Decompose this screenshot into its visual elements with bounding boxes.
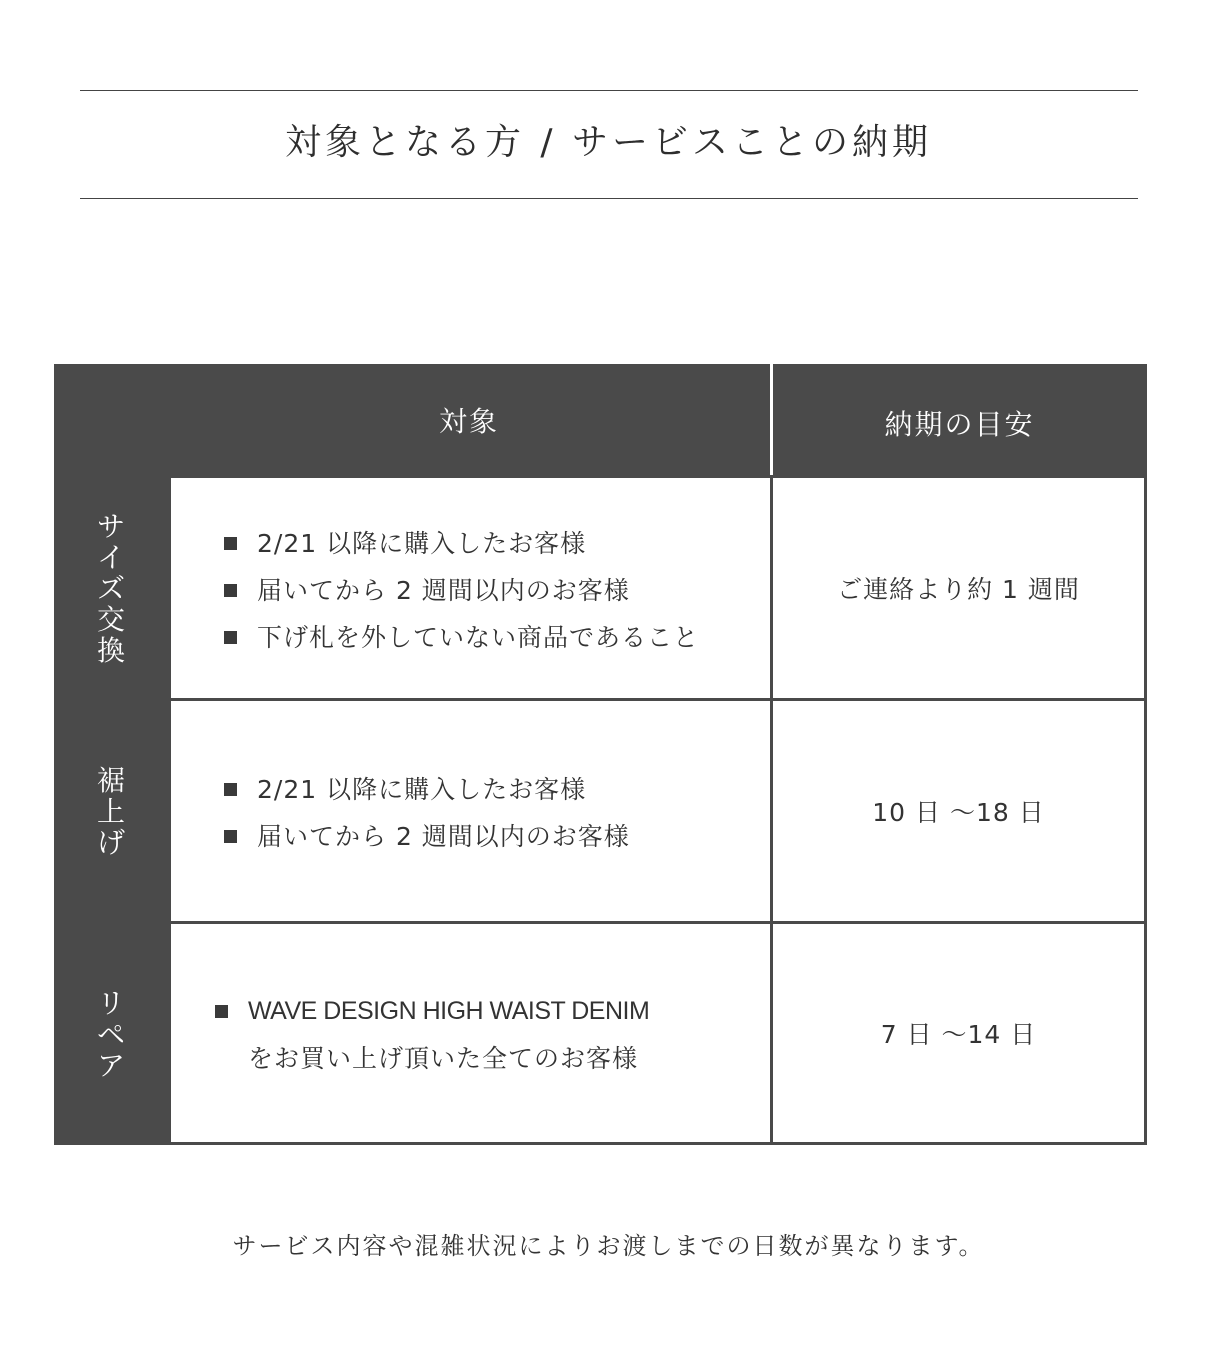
list-item-text: 下げ札を外していない商品であること xyxy=(257,623,700,652)
list-item xyxy=(224,766,630,813)
list-item xyxy=(224,520,699,567)
row-label-hemming xyxy=(54,701,168,921)
list-item xyxy=(224,813,630,860)
row-label-repair xyxy=(54,924,168,1145)
list-item xyxy=(224,567,699,614)
title-top-rule xyxy=(80,90,1138,91)
repair-target-text xyxy=(215,988,649,1082)
bullet-square-icon xyxy=(215,1005,228,1018)
header-target: 対象 xyxy=(438,404,499,438)
row-label-text: リ ペ ア xyxy=(96,987,125,1082)
page-title: 対象となる方 / サービスことの納期 xyxy=(284,122,933,163)
row-label-text: 裾 上 げ xyxy=(96,763,125,859)
bullet-square-icon xyxy=(224,537,237,550)
list-item-text: 届いてから 2 週間以内のお客様 xyxy=(257,576,630,605)
service-table xyxy=(54,364,1147,1145)
target-cell-hemming xyxy=(171,701,770,921)
delivery-cell-hemming: 10 日 ～18 日 xyxy=(773,701,1144,921)
target-list xyxy=(224,520,699,661)
delivery-cell-size-exchange: ご連絡より約 1 週間 xyxy=(773,478,1144,698)
list-item xyxy=(215,988,649,1035)
bullet-square-icon xyxy=(224,584,237,597)
bullet-square-icon xyxy=(224,783,237,796)
bullet-square-icon xyxy=(224,631,237,644)
target-cell-repair xyxy=(171,924,770,1142)
row-label-size-exchange xyxy=(54,478,168,698)
list-item-continuation: をお買い上げ頂いた全てのお客様 xyxy=(248,1044,639,1073)
list-item-text: 2/21 以降に購入したお客様 xyxy=(257,529,587,558)
list-item xyxy=(224,614,699,661)
target-cell-size-exchange xyxy=(171,478,770,698)
title-bottom-rule xyxy=(80,198,1138,199)
header-delivery: 納期の目安 xyxy=(884,407,1035,441)
target-list xyxy=(224,766,630,860)
list-item-text: 届いてから 2 週間以内のお客様 xyxy=(257,822,630,851)
list-item-text: WAVE DESIGN HIGH WAIST DENIM xyxy=(248,997,650,1025)
delivery-cell-repair: 7 日 ～14 日 xyxy=(773,924,1144,1142)
bullet-square-icon xyxy=(224,830,237,843)
footer-note: サービス内容や混雑状況によりお渡しまでの日数が異なります。 xyxy=(232,1232,985,1260)
list-item-text: 2/21 以降に購入したお客様 xyxy=(257,775,587,804)
row-label-text: サ イ ズ 交 換 xyxy=(96,509,125,667)
